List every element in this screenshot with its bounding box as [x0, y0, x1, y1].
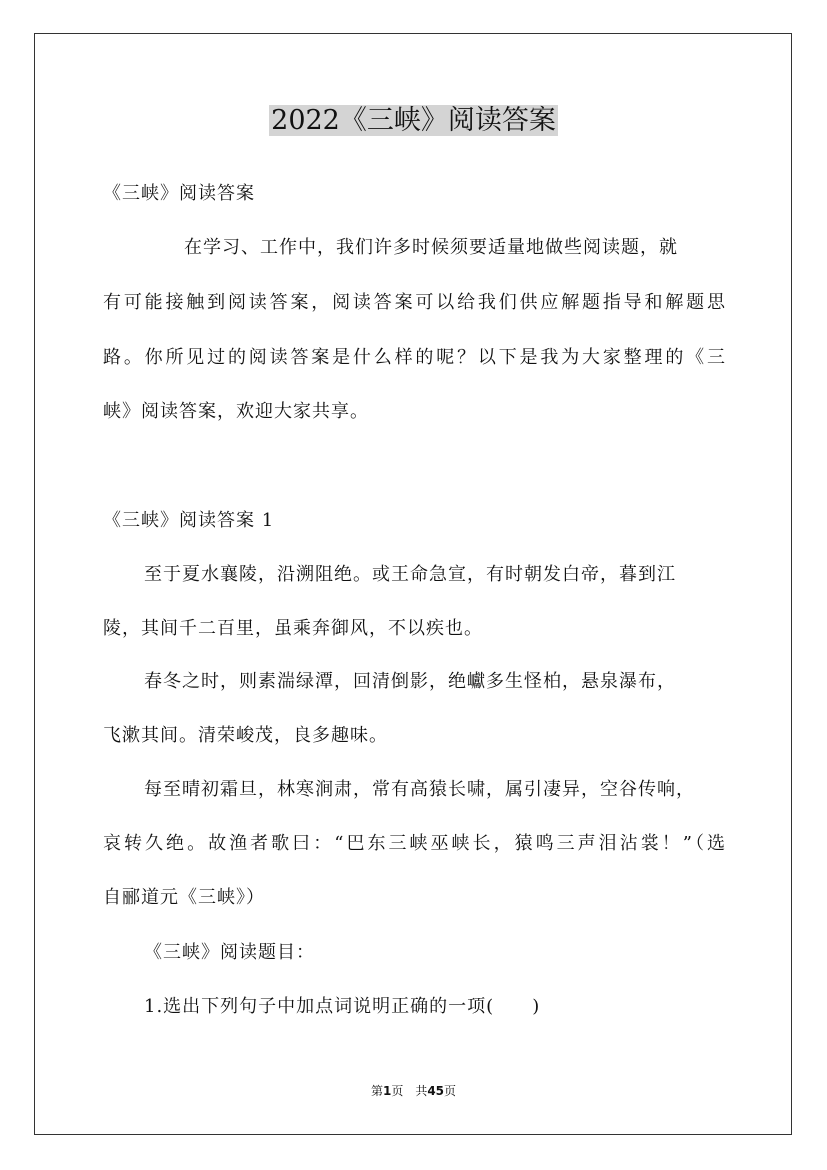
questions-heading: 《三峡》阅读题目： — [144, 942, 315, 963]
passage-line-1: 至于夏水襄陵，沿溯阻绝。或王命急宣，有时朝发白帝，暮到江 — [144, 564, 676, 585]
subtitle: 《三峡》阅读答案 — [103, 183, 255, 204]
intro-line-4: 峡》阅读答案，欢迎大家共享。 — [103, 401, 369, 422]
footer-page-number: 1 — [382, 1084, 392, 1098]
passage-line-4: 飞漱其间。清荣峻茂，良多趣味。 — [103, 725, 388, 746]
passage-line-3: 春冬之时，则素湍绿潭，回清倒影，绝巘多生怪柏，悬泉瀑布， — [144, 671, 676, 692]
document-title-text: 2022《三峡》阅读答案 — [271, 105, 556, 136]
page-footer — [0, 1083, 827, 1099]
passage-line-2: 陵，其间千二百里，虽乘奔御风，不以疾也。 — [103, 618, 483, 639]
passage-line-6: 哀转久绝。故渔者歌曰：“巴东三峡巫峡长，猿鸣三声泪沾裳！”（选 — [103, 833, 725, 854]
document-title — [0, 99, 827, 143]
intro-line-3: 路。你所见过的阅读答案是什么样的呢？以下是我为大家整理的《三 — [103, 347, 725, 368]
section-heading-1: 《三峡》阅读答案 1 — [103, 510, 275, 531]
footer-total-pages: 45 — [427, 1084, 445, 1098]
intro-line-2: 有可能接触到阅读答案，阅读答案可以给我们供应解题指导和解题思 — [103, 292, 725, 313]
footer-suffix: 页 — [444, 1084, 457, 1098]
passage-line-5: 每至晴初霜旦，林寒涧肃，常有高猿长啸，属引凄异，空谷传响， — [144, 779, 695, 800]
footer-middle: 页 共 — [391, 1084, 428, 1098]
question-1: 1.选出下列句子中加点词说明正确的一项( ) — [144, 996, 541, 1017]
footer-prefix: 第 — [370, 1084, 383, 1098]
passage-line-7: 自郦道元《三峡》） — [103, 887, 265, 908]
intro-line-1: 在学习、工作中，我们许多时候须要适量地做些阅读题，就 — [184, 237, 678, 258]
